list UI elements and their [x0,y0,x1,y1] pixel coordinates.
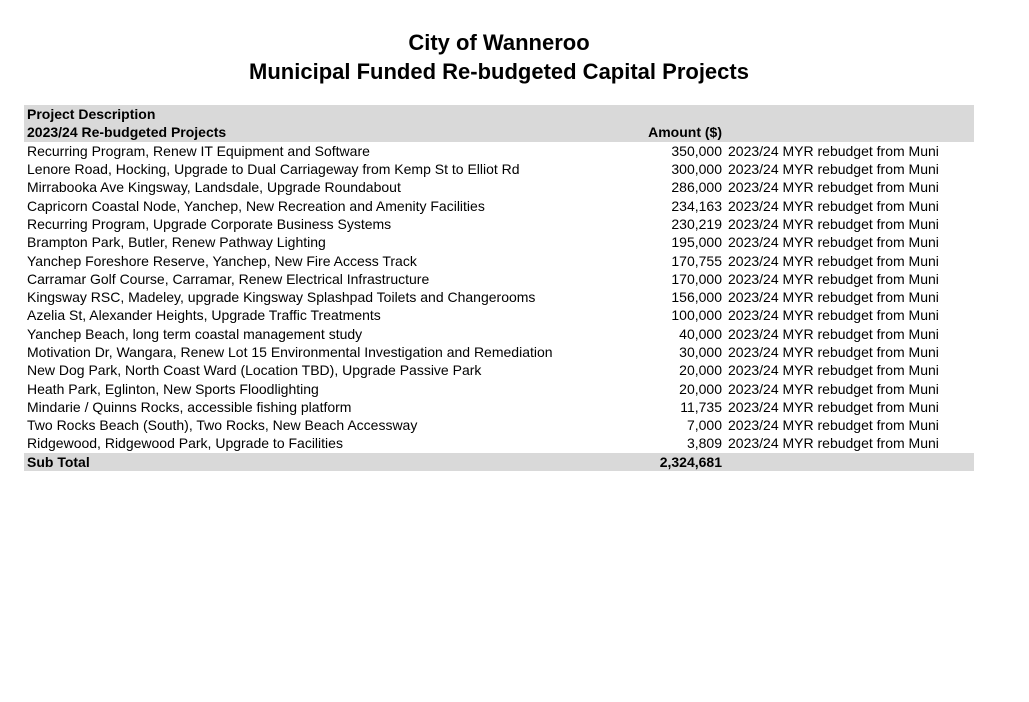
amount-cell: 7,000 [686,417,722,434]
header-empty-cell [624,105,725,123]
header-empty-cell [725,105,974,123]
report-title-block [0,28,998,86]
amount-cell: 170,755 [671,252,722,269]
project-description-cell: New Dog Park, North Coast Ward (Location TBD), Upgrade Passive Park [27,362,482,379]
funding-note-cell: 2023/24 MYR rebudget from Muni [728,398,939,415]
funding-note-cell: 2023/24 MYR rebudget from Muni [728,289,939,306]
project-description-cell: Recurring Program, Upgrade Corporate Business Systems [27,215,392,232]
project-description-cell: Azelia St, Alexander Heights, Upgrade Traffic Treatments [27,307,381,324]
table-row [24,270,974,288]
project-description-cell: Recurring Program, Renew IT Equipment and Software [27,142,370,159]
subtotal-row [24,453,974,471]
project-description-cell: Two Rocks Beach (South), Two Rocks, New Beach Accessway [27,417,418,434]
amount-cell: 234,163 [671,197,722,214]
funding-note-cell: 2023/24 MYR rebudget from Muni [728,362,939,379]
header-empty-cell [725,123,974,141]
project-description-cell: Mirrabooka Ave Kingsway, Landsdale, Upgrade Roundabout [27,179,401,196]
project-description-cell: Carramar Golf Course, Carramar, Renew Electrical Infrastructure [27,270,430,287]
funding-note-cell: 2023/24 MYR rebudget from Muni [728,270,939,287]
table-row [24,160,974,178]
project-description-cell: Yanchep Beach, long term coastal management study [27,325,363,342]
table-row [24,325,974,343]
funding-note-cell: 2023/24 MYR rebudget from Muni [728,435,939,452]
table-row [24,142,974,160]
amount-cell: 156,000 [671,289,722,306]
table-row [24,251,974,269]
amount-cell: 300,000 [671,161,722,178]
amount-cell: 286,000 [671,179,722,196]
table-row [24,233,974,251]
table-row [24,343,974,361]
table-row [24,398,974,416]
table-row [24,178,974,196]
amount-cell: 350,000 [671,142,722,159]
table-row [24,306,974,324]
project-description-cell: Yanchep Foreshore Reserve, Yanchep, New Fire Access Track [27,252,417,269]
header-row-project-description [24,105,974,123]
subtotal-label: Sub Total [24,453,624,471]
table-row [24,288,974,306]
project-description-cell: Lenore Road, Hocking, Upgrade to Dual Carriageway from Kemp St to Elliot Rd [27,161,520,178]
project-description-cell: Ridgewood, Ridgewood Park, Upgrade to Facilities [27,435,343,452]
amount-cell: 195,000 [671,234,722,251]
projects-table [24,105,974,471]
table-row [24,215,974,233]
funding-note-cell: 2023/24 MYR rebudget from Muni [728,197,939,214]
amount-cell: 20,000 [679,380,722,397]
project-description-cell: Motivation Dr, Wangara, Renew Lot 15 Environmental Investigation and Remediation [27,344,553,360]
funding-note-cell: 2023/24 MYR rebudget from Muni [728,142,939,159]
amount-cell: 11,735 [680,398,722,415]
project-description-cell: Mindarie / Quinns Rocks, accessible fishing platform [27,398,352,415]
table-row [24,379,974,397]
subtotal-amount: 2,324,681 [624,453,725,471]
group-label: 2023/24 Re-budgeted Projects [24,123,624,141]
column-header-amount: Amount ($) [624,123,725,141]
table-row [24,416,974,434]
table-row [24,196,974,214]
project-description-cell: Capricorn Coastal Node, Yanchep, New Recreation and Amenity Facilities [27,197,485,214]
table-row [24,361,974,379]
amount-cell: 170,000 [671,270,722,287]
subtotal-empty-cell [725,453,974,471]
amount-cell: 30,000 [679,344,722,360]
project-description-cell: Heath Park, Eglinton, New Sports Floodlighting [27,380,319,397]
funding-note-cell: 2023/24 MYR rebudget from Muni [728,344,939,360]
table-row [24,434,974,452]
funding-note-cell: 2023/24 MYR rebudget from Muni [728,161,939,178]
amount-cell: 3,809 [686,435,722,452]
funding-note-cell: 2023/24 MYR rebudget from Muni [728,179,939,196]
project-description-cell: Kingsway RSC, Madeley, upgrade Kingsway Splashpad Toilets and Changerooms [27,289,536,306]
funding-note-cell: 2023/24 MYR rebudget from Muni [728,234,939,251]
report-title: Municipal Funded Re-budgeted Capital Projects [249,59,749,84]
amount-cell: 230,219 [671,215,722,232]
column-header-project-description: Project Description [24,105,624,123]
funding-note-cell: 2023/24 MYR rebudget from Muni [728,380,939,397]
header-row-group [24,123,974,141]
funding-note-cell: 2023/24 MYR rebudget from Muni [728,417,939,434]
funding-note-cell: 2023/24 MYR rebudget from Muni [728,215,939,232]
amount-cell: 20,000 [679,362,722,379]
project-description-cell: Brampton Park, Butler, Renew Pathway Lighting [27,234,326,251]
organization-title: City of Wanneroo [408,30,590,55]
amount-cell: 40,000 [679,325,722,342]
funding-note-cell: 2023/24 MYR rebudget from Muni [728,325,939,342]
amount-cell: 100,000 [671,307,722,324]
funding-note-cell: 2023/24 MYR rebudget from Muni [728,252,939,269]
funding-note-cell: 2023/24 MYR rebudget from Muni [728,307,939,324]
